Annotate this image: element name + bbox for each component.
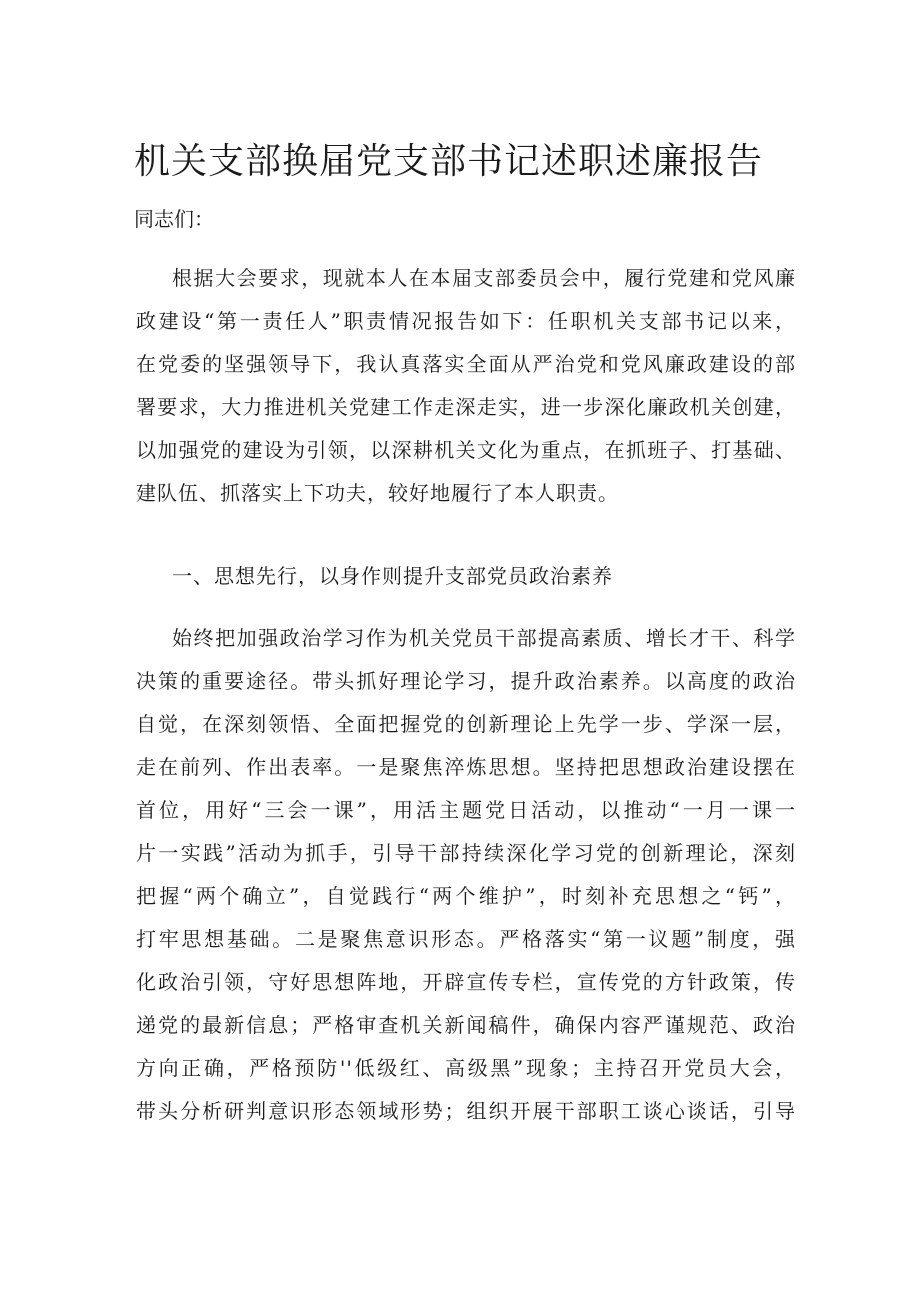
paragraph-line: 始终把加强政治学习作为机关党员干部提高素质、增长才干、科学 xyxy=(172,626,796,650)
paragraph-line: 片一实践”活动为抓手，引导干部持续深化学习党的创新理论，深刻 xyxy=(136,841,796,865)
paragraph-line: 化政治引领，守好思想阵地，开辟宣传专栏，宣传党的方针政策，传 xyxy=(136,970,796,994)
paragraph-line: 自觉，在深刻领悟、全面把握党的创新理论上先学一步、学深一层， xyxy=(136,712,796,736)
paragraph-line: 带头分析研判意识形态领域形势；组织开展干部职工谈心谈话，引导 xyxy=(136,1099,796,1123)
paragraph-line: 递党的最新信息；严格审查机关新闻稿件，确保内容严谨规范、政治 xyxy=(136,1013,796,1037)
paragraph-line: 根据大会要求，现就本人在本届支部委员会中，履行党建和党风廉 xyxy=(172,266,796,290)
paragraph-line: 政建设“第一责任人”职责情况报告如下：任职机关支部书记以来， xyxy=(136,309,796,333)
paragraph-line: 首位，用好“三会一课”，用活主题党日活动，以推动“一月一课一 xyxy=(136,798,796,822)
paragraph-line: 署要求，大力推进机关党建工作走深走实，进一步深化廉政机关创建， xyxy=(136,395,796,419)
paragraph-section1 xyxy=(136,617,796,1133)
paragraph-line: 把握“两个确立”，自觉践行“两个维护”，时刻补充思想之“钙”， xyxy=(136,884,796,908)
paragraph-line: 在党委的坚强领导下，我认真落实全面从严治党和党风廉政建设的部 xyxy=(136,352,796,376)
paragraph-line: 决策的重要途径。带头抓好理论学习，提升政治素养。以高度的政治 xyxy=(136,669,796,693)
paragraph-line: 打牢思想基础。二是聚焦意识形态。严格落实“第一议题”制度，强 xyxy=(136,927,796,951)
paragraph-line: 以加强党的建设为引领，以深耕机关文化为重点，在抓班子、打基础、 xyxy=(136,438,796,462)
salutation: 同志们： xyxy=(134,207,214,231)
section-heading: 一、思想先行，以身作则提升支部党员政治素养 xyxy=(172,564,613,588)
paragraph-line: 走在前列、作出表率。一是聚焦淬炼思想。坚持把思想政治建设摆在 xyxy=(136,755,796,779)
document-title: 机关支部换届党支部书记述职述廉报告 xyxy=(134,141,764,182)
paragraph-intro xyxy=(136,257,796,515)
paragraph-line: 方向正确，严格预防''低级红、高级黑”现象；主持召开党员大会， xyxy=(136,1056,796,1080)
paragraph-line: 建队伍、抓落实上下功夫，较好地履行了本人职责。 xyxy=(136,481,619,505)
